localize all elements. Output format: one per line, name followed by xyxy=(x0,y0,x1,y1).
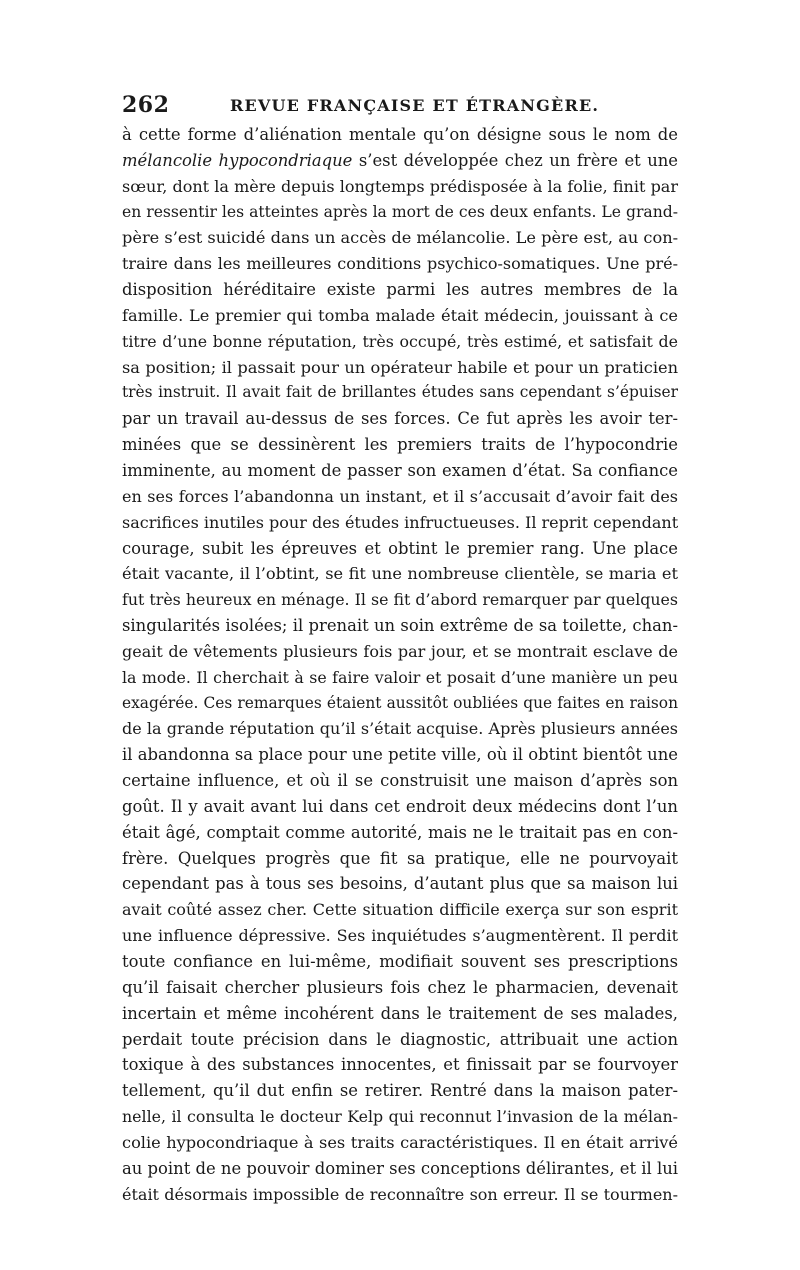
text-line-rest: s’est développée chez un frère et une xyxy=(352,150,679,170)
text-line: par un travail au-dessus de ses forces. Ce fut après les avoir ter- xyxy=(122,409,678,429)
text-line: au point de ne pouvoir dominer ses conceptions délirantes, et il lui xyxy=(122,1158,678,1178)
text-line: sa position; il passait pour un opérateur habile et pour un praticien xyxy=(122,357,678,377)
text-line: colie hypocondriaque à ses traits caractéristiques. Il en était arrivé xyxy=(122,1132,678,1152)
text-line: famille. Le premier qui tomba malade était médecin, jouissant à ce xyxy=(122,305,678,325)
text-line: titre d’une bonne réputation, très occupé, très estimé, et satisfait de xyxy=(122,331,678,351)
text-line: très instruit. Il avait fait de brillantes études sans cependant s’épuiser xyxy=(122,383,678,402)
text-line: exagérée. Ces remarques étaient aussitôt oubliées que faites en raison xyxy=(122,693,678,712)
text-line: la mode. Il cherchait à se faire valoir et posait d’une manière un peu xyxy=(122,667,678,687)
page-number: 262 xyxy=(122,92,170,118)
text-line: sacrifices inutiles pour des études infructueuses. Il reprit cependant xyxy=(122,512,679,532)
text-line: nelle, il consulta le docteur Kelp qui reconnut l’invasion de la mélan- xyxy=(122,1107,678,1127)
text-line: il abandonna sa place pour une petite ville, où il obtint bientôt une xyxy=(122,745,678,765)
text-line: incertain et même incohérent dans le traitement de ses malades, xyxy=(122,1003,678,1023)
text-line: geait de vêtements plusieurs fois par jour, et se montrait esclave de xyxy=(122,641,678,661)
text-line: sœur, dont la mère depuis longtemps prédisposée à la folie, finit par xyxy=(122,176,678,196)
text-line: de la grande réputation qu’il s’était acquise. Après plusieurs années xyxy=(122,719,678,739)
running-head: REVUE FRANÇAISE ET ÉTRANGÈRE. xyxy=(230,96,600,115)
text-line: goût. Il y avait avant lui dans cet endroit deux médecins dont l’un xyxy=(122,796,678,816)
text-line: qu’il faisait chercher plusieurs fois chez le pharmacien, devenait xyxy=(122,977,678,997)
text-line: en ressentir les atteintes après la mort de ces deux enfants. Le grand- xyxy=(122,202,678,221)
text-line: perdait toute précision dans le diagnostic, attribuait une action xyxy=(122,1029,678,1049)
text-line: toute confiance en lui-même, modifiait souvent ses prescriptions xyxy=(122,952,678,971)
text-line: avait coûté assez cher. Cette situation difficile exerça sur son esprit xyxy=(122,900,678,920)
text-line: était vacante, il l’obtint, se fit une nombreuse clientèle, se maria et xyxy=(122,564,678,584)
text-line: était âgé, comptait comme autorité, mais ne le traitait pas en con- xyxy=(122,822,678,842)
text-line: courage, subit les épreuves et obtint le premier rang. Une place xyxy=(122,538,678,558)
text-line: imminente, au moment de passer son examen d’état. Sa confiance xyxy=(122,460,678,480)
text-line: fut très heureux en ménage. Il se fit d’abord remarquer par quelques xyxy=(122,590,678,610)
text-line: traire dans les meilleures conditions psychico-somatiques. Une pré- xyxy=(122,254,678,274)
text-line: minées que se dessinèrent les premiers traits de l’hypocondrie xyxy=(122,435,678,455)
text-line: disposition héréditaire existe parmi les autres membres de la xyxy=(122,280,678,300)
text-line: certaine influence, et où il se construisit une maison d’après son xyxy=(122,771,678,791)
italic-term: mélancolie hypocondriaque xyxy=(122,150,353,170)
text-line: cependant pas à tous ses besoins, d’autant plus que sa maison lui xyxy=(122,874,678,894)
page-header xyxy=(122,92,682,120)
body-text xyxy=(122,122,678,1207)
text-line: en ses forces l’abandonna un instant, et il s’accusait d’avoir fait des xyxy=(122,486,678,506)
text-line: singularités isolées; il prenait un soin extrême de sa toilette, chan- xyxy=(122,616,678,636)
text-line: tellement, qu’il dut enfin se retirer. Rentré dans la maison pater- xyxy=(122,1081,678,1101)
text-line xyxy=(122,148,678,174)
text-line: frère. Quelques progrès que fit sa pratique, elle ne pourvoyait xyxy=(122,848,678,868)
text-line: père s’est suicidé dans un accès de mélancolie. Le père est, au con- xyxy=(122,228,679,248)
text-line: toxique à des substances innocentes, et finissait par se fourvoyer xyxy=(122,1055,678,1075)
text-line: était désormais impossible de reconnaître son erreur. Il se tourmen- xyxy=(122,1184,678,1204)
text-line: une influence dépressive. Ses inquiétudes s’augmentèrent. Il perdit xyxy=(122,926,678,946)
text-line: à cette forme d’aliénation mentale qu’on désigne sous le nom de xyxy=(122,125,678,144)
